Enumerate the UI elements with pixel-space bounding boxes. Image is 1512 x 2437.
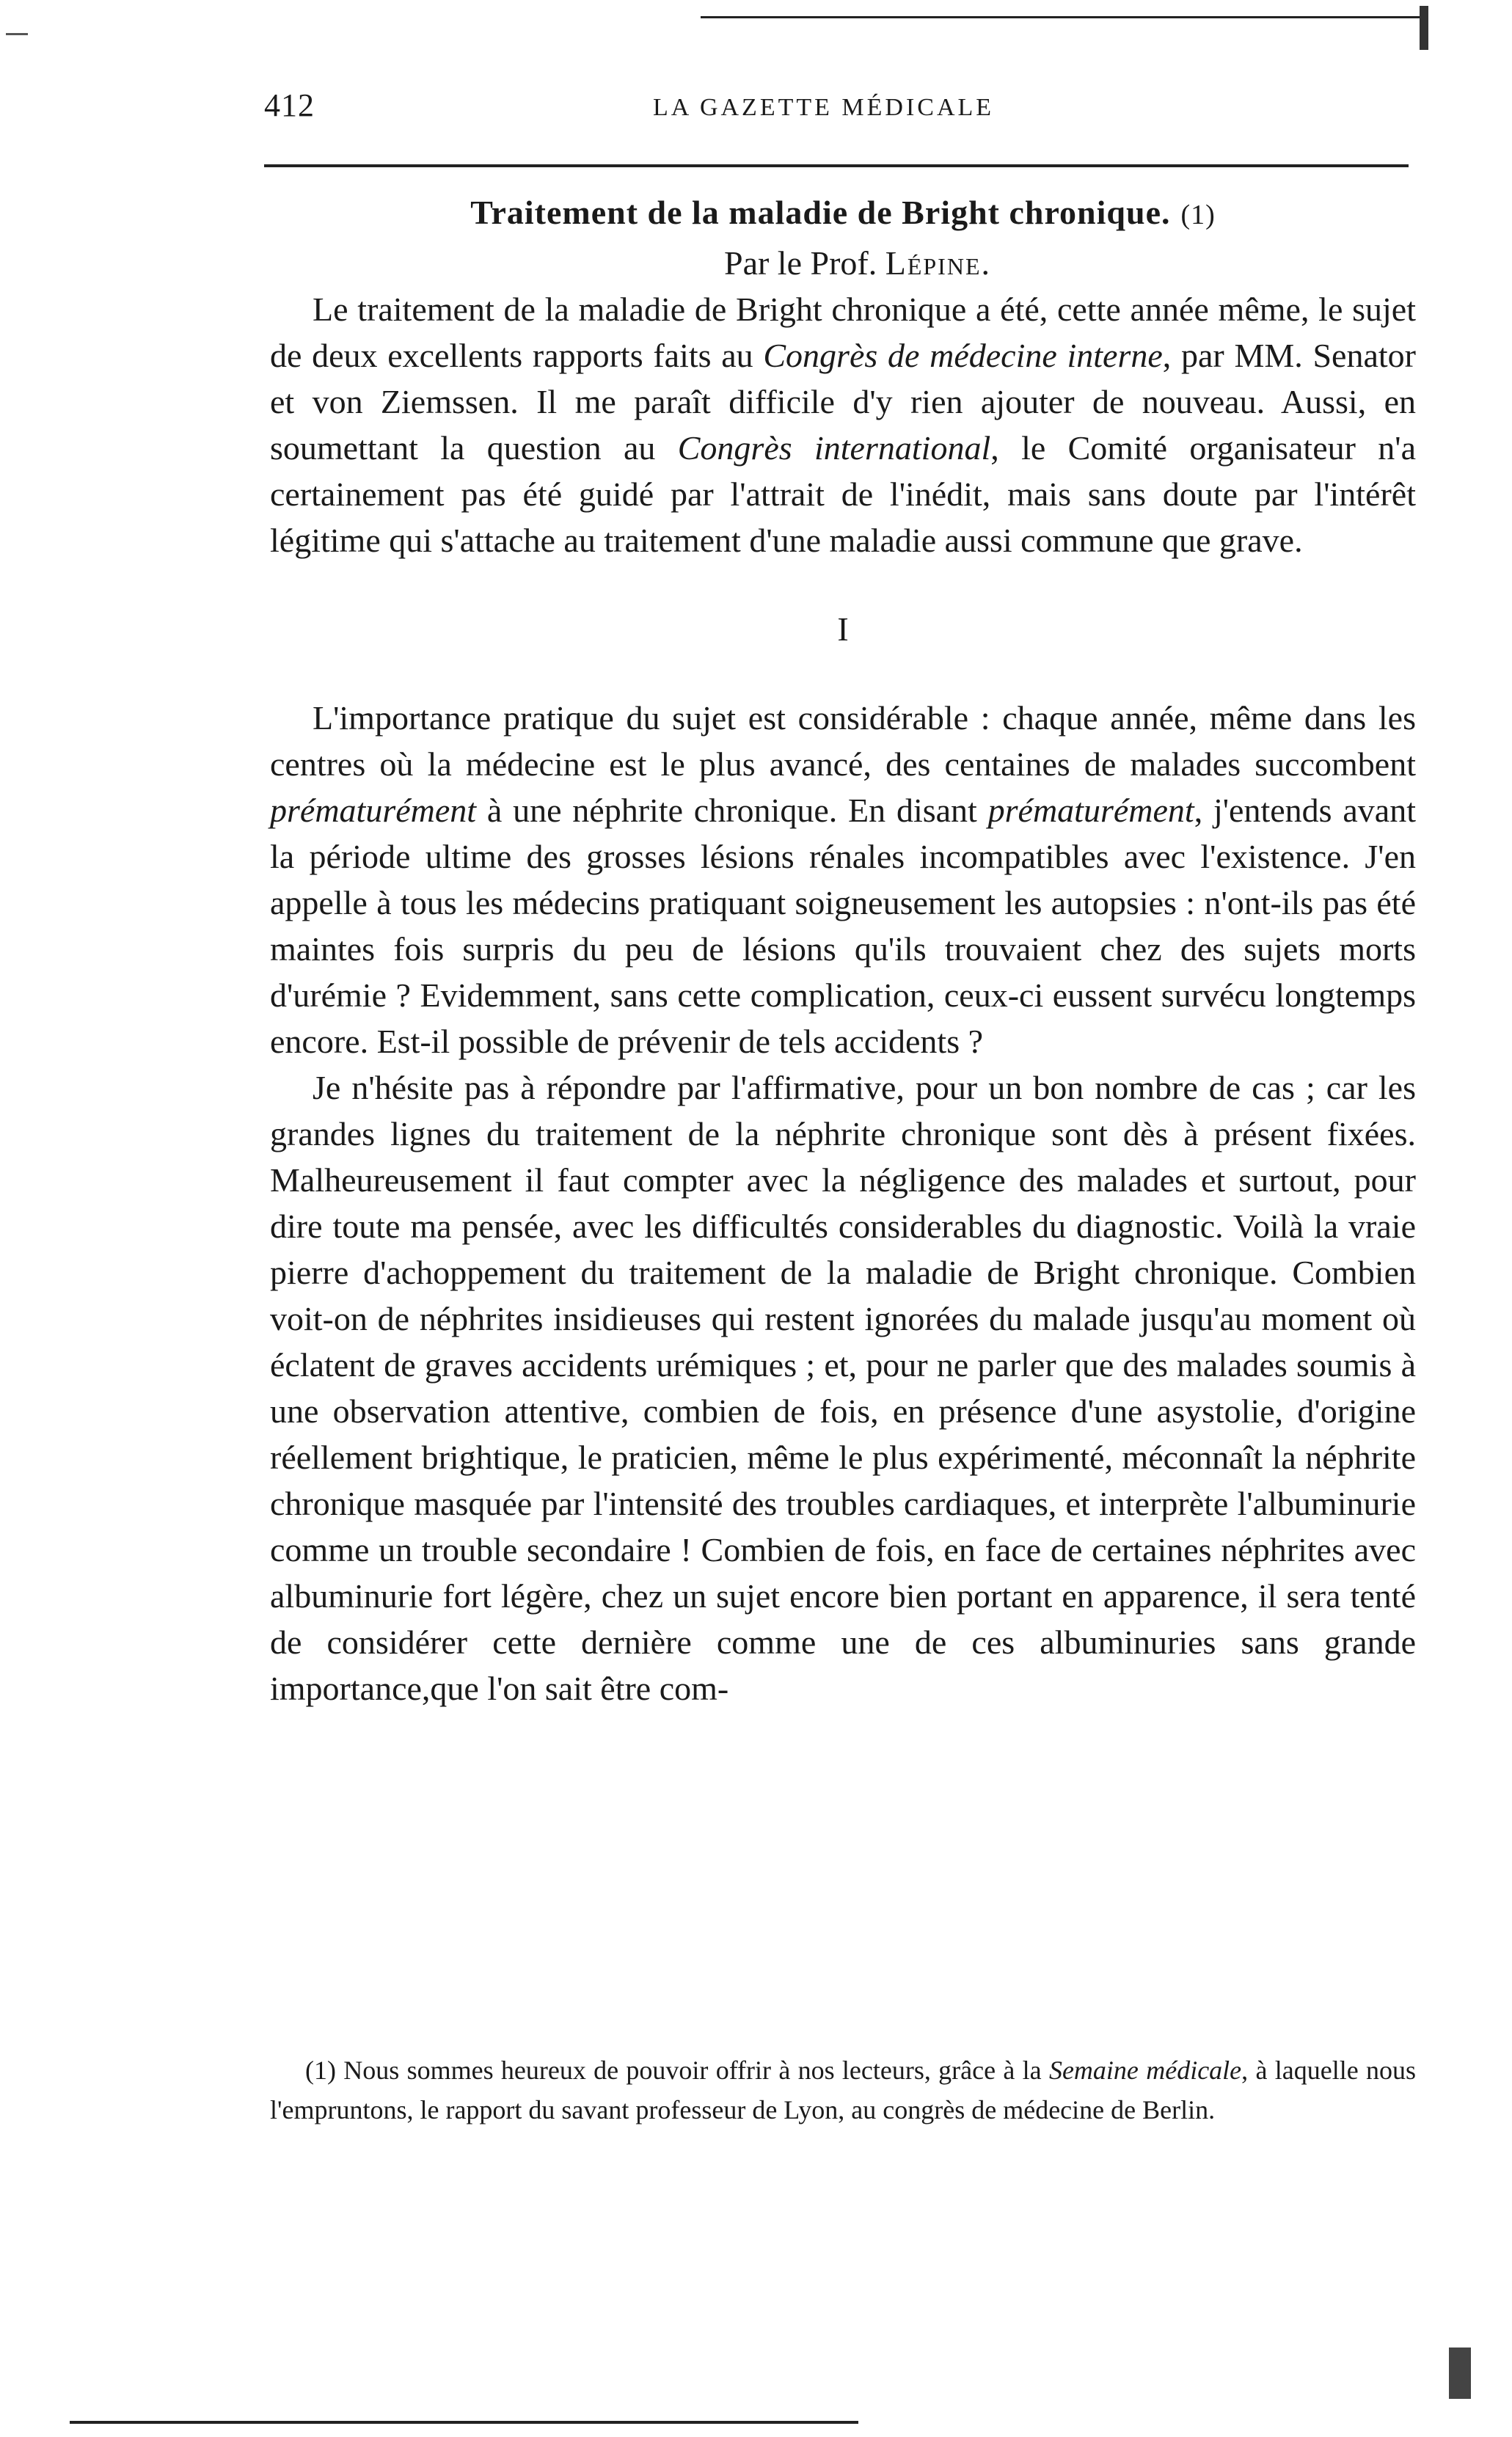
scan-bottom-right-mark	[1449, 2348, 1471, 2399]
body-emphasis-2: prématurément	[987, 792, 1194, 829]
body-text-1: L'importance pratique du sujet est considérable : chaque année, même dans les centres où la médecine est le plus avancé, des centaines de malades succombent	[270, 699, 1416, 783]
body-text-2: à une néphrite chronique. En disant	[476, 792, 988, 829]
body-paragraph-2: Je n'hésite pas à répondre par l'affirmative, pour un bon nombre de cas ; car les grandes lignes du traitement de la néphrite chronique sont dès à présent fixées. Malheureusement il faut compter avec la négligence des malades et surtout, pour dire toute ma pensée, avec les difficultés considerables du diagnostic. Voilà la vraie pierre d'achoppement du traitement de la maladie de Bright chronique. Combien voit-on de néphrites insidieuses qui restent ignorées du malade jusqu'au moment où éclatent de graves accidents urémiques ; et, pour ne parler que des malades soumis à une observation attentive, combien de fois, en présence d'une asystolie, d'origine réellement brightique, le praticien, même le plus expérimenté, méconnaît la néphrite chronique masquée par l'intensité des troubles cardiaques, et interprète l'albuminurie comme un trouble secondaire ! Combien de fois, en face de certaines néphrites avec albuminurie fort légère, chez un sujet encore bien portant en apparence, il sera tenté de considérer cette dernière comme une de ces albuminuries sans grande importance,que l'on sait être com-	[270, 1069, 1416, 1707]
running-head-title: LA GAZETTE MÉDICALE	[653, 94, 995, 121]
page-number: 412	[264, 87, 315, 123]
footnote-text	[270, 2050, 1416, 2130]
body-text-3: , j'entends avant la période ultime des grosses lésions rénales incompatibles avec l'existence. J'en appelle à tous les médecins pratiquant soigneusement les autopsies : n'ont-ils pas été maintes fois surpris du peu de lésions qu'ils trouvaient chez des sujets morts d'urémie ? Evidemment, sans cette complication, ceux-ci eussent survécu longtemps encore. Est-il possible de prévenir de tels accidents ?	[270, 792, 1416, 1060]
footnote-text-2: , à laquelle nous l'empruntons, le rapport du savant professeur de Lyon, au congrès de médecine de Berlin.	[270, 2056, 1416, 2124]
footnote	[270, 2050, 1416, 2130]
header-rule	[264, 164, 1409, 167]
intro-text-1: Le traitement de la maladie de Bright chronique a été, cette année même, le sujet de deux excellents rapports faits au	[270, 291, 1416, 374]
intro-paragraph	[270, 286, 1416, 563]
intro-congress-name: Congrès de médecine interne	[763, 337, 1163, 374]
scan-top-line	[701, 16, 1427, 18]
intro-international-congress: Congrès international	[677, 429, 991, 467]
footnote-reference: (1)	[1180, 200, 1216, 230]
body-paragraph-1	[270, 695, 1416, 1064]
byline	[270, 240, 1416, 286]
section-number: I	[837, 610, 849, 648]
byline-prefix: Par le Prof.	[723, 244, 877, 282]
intro-text-2: , par MM. Senator et von Ziemssen. Il me paraît difficile d'y rien ajouter de nouveau. Aussi, en soumettant la question au	[270, 337, 1416, 467]
author-name: Lépine.	[885, 244, 991, 282]
scan-top-corner-mark	[1420, 6, 1428, 50]
article-body	[270, 189, 1416, 1711]
article-title	[270, 189, 1416, 238]
footnote-text-1: (1) Nous sommes heureux de pouvoir offrir à nos lecteurs, grâce à la	[305, 2056, 1049, 2085]
body-emphasis-1: prématurément	[270, 792, 477, 829]
intro-text-3: , le Comité organisateur n'a certainement pas été guidé par l'attrait de l'inédit, mais sans doute par l'intérêt légitime qui s'attache au traitement d'une maladie aussi commune que grave.	[270, 429, 1416, 559]
scan-bottom-line	[70, 2421, 858, 2424]
article-title-text: Traitement de la maladie de Bright chronique.	[470, 194, 1171, 231]
footnote-journal-name: Semaine médicale	[1048, 2056, 1242, 2085]
running-header	[264, 87, 1409, 138]
scan-left-edge-mark	[6, 33, 28, 44]
